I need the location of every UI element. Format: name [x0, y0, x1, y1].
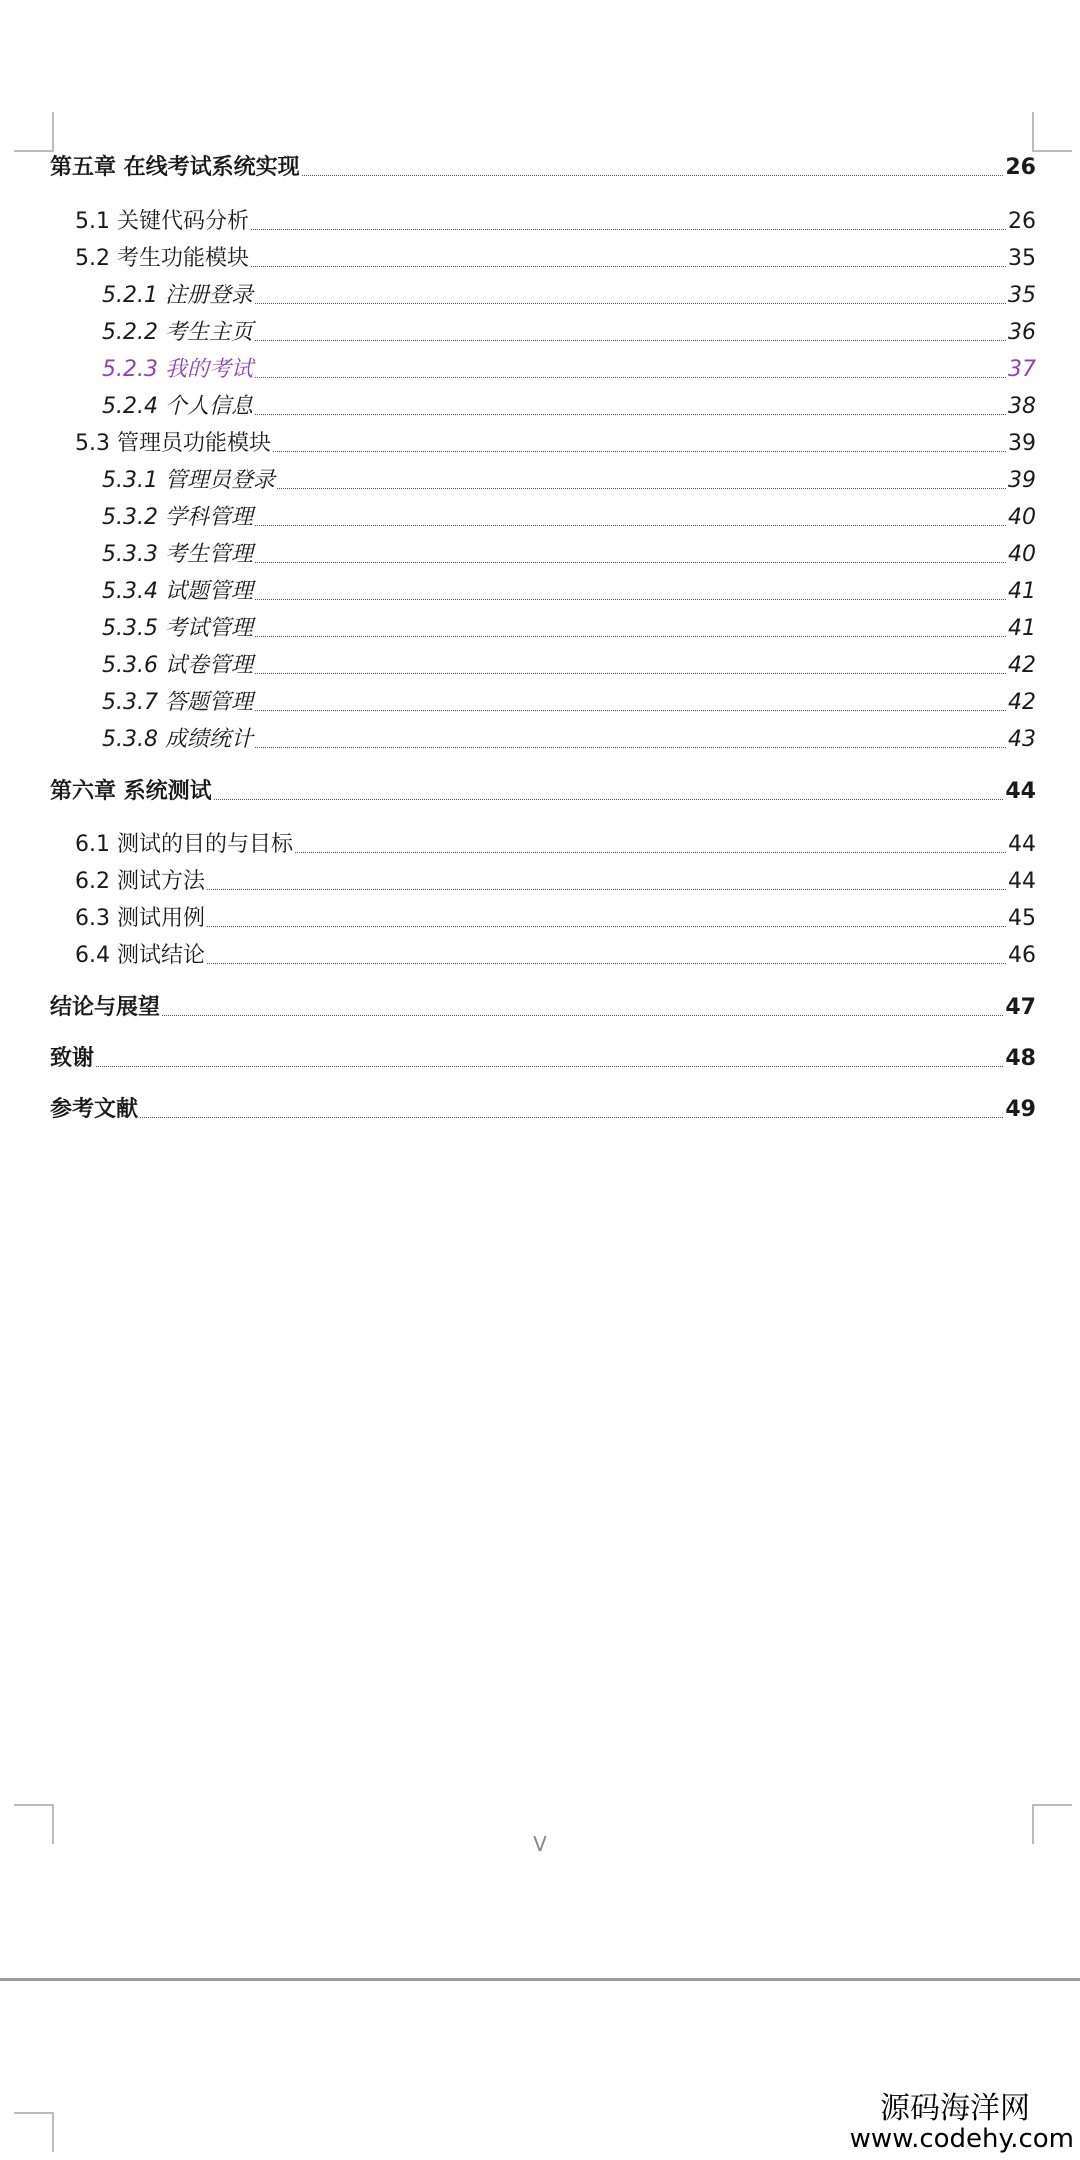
- toc-leader: [255, 672, 1006, 674]
- toc-leader: [255, 413, 1006, 415]
- toc-entry-title: 第五章 在线考试系统实现: [50, 155, 300, 180]
- toc-leader: [255, 302, 1006, 304]
- toc-entry-page: 41: [1008, 579, 1036, 604]
- toc-leader: [255, 635, 1006, 637]
- toc-entry-page: 45: [1008, 906, 1036, 931]
- toc-entry[interactable]: [50, 239, 1036, 273]
- toc-entry[interactable]: [50, 535, 1036, 569]
- toc-entry[interactable]: [50, 609, 1036, 643]
- toc-entry-title: 5.1 关键代码分析: [75, 209, 249, 234]
- toc-entry[interactable]: [50, 683, 1036, 717]
- toc-leader: [96, 1065, 1003, 1067]
- toc-leader: [295, 851, 1006, 853]
- toc-entry-title: 6.1 测试的目的与目标: [75, 832, 293, 857]
- toc-entry-title: 6.3 测试用例: [75, 906, 205, 931]
- toc-leader: [273, 450, 1006, 452]
- toc-entry[interactable]: [50, 720, 1036, 754]
- toc-entry-page: 26: [1005, 155, 1036, 180]
- toc-leader: [255, 746, 1006, 748]
- toc-entry-title: 5.3.1 管理员登录: [102, 468, 275, 493]
- toc-entry[interactable]: [50, 572, 1036, 606]
- toc-entry-title: 5.3.8 成绩统计: [102, 727, 253, 752]
- toc-entry-title: 5.3.3 考生管理: [102, 542, 253, 567]
- crop-mark-top-right: [1032, 112, 1072, 152]
- toc-entry-title: 5.2.4 个人信息: [102, 394, 253, 419]
- toc-entry-page: 49: [1005, 1097, 1036, 1122]
- toc-entry-title: 5.3.6 试卷管理: [102, 653, 253, 678]
- watermark-name: 源码海洋网: [880, 2091, 1030, 2127]
- toc-leader: [255, 524, 1006, 526]
- toc-leader: [214, 798, 1004, 800]
- toc-entry-page: 42: [1008, 690, 1036, 715]
- toc-entry[interactable]: [50, 899, 1036, 933]
- toc-entry-title: 5.2.3 我的考试: [102, 357, 253, 382]
- toc-entry-page: 48: [1005, 1046, 1036, 1071]
- toc-leader: [207, 888, 1006, 890]
- watermark-url: www.codehy.com: [849, 2124, 1074, 2155]
- toc-entry-page: 37: [1008, 357, 1036, 382]
- toc-leader: [277, 487, 1006, 489]
- toc-entry-page: 39: [1008, 431, 1036, 456]
- toc-entry-title: 5.3.2 学科管理: [102, 505, 253, 530]
- toc-leader: [251, 265, 1006, 267]
- crop-mark-top-left: [14, 112, 54, 152]
- toc-leader: [255, 376, 1006, 378]
- toc-leader: [255, 561, 1006, 563]
- toc-entry-title: 5.2.1 注册登录: [102, 283, 253, 308]
- toc-leader: [255, 709, 1006, 711]
- toc-entry[interactable]: [50, 772, 1036, 806]
- toc-entry[interactable]: [50, 313, 1036, 347]
- toc-entry-title: 第六章 系统测试: [50, 779, 212, 804]
- toc-entry-title: 5.2.2 考生主页: [102, 320, 253, 345]
- toc-entry-page: 46: [1008, 943, 1036, 968]
- toc-entry-page: 47: [1005, 995, 1036, 1020]
- toc-leader: [162, 1014, 1003, 1016]
- toc-entry[interactable]: [50, 936, 1036, 970]
- toc-entry-title: 5.3.4 试题管理: [102, 579, 253, 604]
- toc-entry-page: 40: [1008, 542, 1036, 567]
- toc-entry-page: 41: [1008, 616, 1036, 641]
- toc-leader: [207, 925, 1006, 927]
- toc-entry[interactable]: [50, 862, 1036, 896]
- toc-entry[interactable]: [50, 646, 1036, 680]
- toc-entry[interactable]: [50, 276, 1036, 310]
- toc-entry[interactable]: [50, 387, 1036, 421]
- watermark: [850, 2092, 1074, 2154]
- toc-entry[interactable]: [50, 988, 1036, 1022]
- toc-entry[interactable]: [50, 1090, 1036, 1124]
- toc-leader: [302, 174, 1004, 176]
- toc-entry[interactable]: [50, 148, 1036, 182]
- toc-entry-title: 5.3 管理员功能模块: [75, 431, 271, 456]
- toc-entry[interactable]: [50, 424, 1036, 458]
- toc-entry-page: 36: [1008, 320, 1036, 345]
- toc-leader: [251, 228, 1006, 230]
- toc-entry-page: 39: [1008, 468, 1036, 493]
- toc-entry[interactable]: [50, 498, 1036, 532]
- toc-leader: [140, 1116, 1003, 1118]
- toc-entry-title: 参考文献: [50, 1097, 139, 1122]
- toc-entry[interactable]: [50, 202, 1036, 236]
- toc-entry-title: 结论与展望: [50, 995, 161, 1020]
- toc-leader: [255, 339, 1006, 341]
- toc-leader: [207, 962, 1006, 964]
- page-number: V: [533, 1832, 547, 1856]
- toc-entry-page: 40: [1008, 505, 1036, 530]
- toc-entry-page: 38: [1008, 394, 1036, 419]
- toc-entry-page: 35: [1008, 246, 1036, 271]
- toc-entry-title: 6.4 测试结论: [75, 943, 205, 968]
- toc-entry-title: 5.2 考生功能模块: [75, 246, 249, 271]
- toc-entry-page: 43: [1008, 727, 1036, 752]
- toc-entry[interactable]: [50, 461, 1036, 495]
- toc-entry-visited[interactable]: [50, 350, 1036, 384]
- toc-entry-page: 42: [1008, 653, 1036, 678]
- toc-leader: [255, 598, 1006, 600]
- toc-entry-page: 44: [1008, 869, 1036, 894]
- toc-entry-title: 5.3.7 答题管理: [102, 690, 253, 715]
- toc-entry[interactable]: [50, 1039, 1036, 1073]
- toc-entry-page: 44: [1005, 779, 1036, 804]
- toc-entry-page: 44: [1008, 832, 1036, 857]
- toc-entry-page: 26: [1008, 209, 1036, 234]
- toc-entry-page: 35: [1008, 283, 1036, 308]
- toc-entry[interactable]: [50, 825, 1036, 859]
- toc-entry-title: 致谢: [50, 1046, 95, 1071]
- toc-entry-title: 6.2 测试方法: [75, 869, 205, 894]
- page-break-divider: [0, 1978, 1080, 1981]
- crop-mark-next-page: [14, 2112, 54, 2152]
- toc-entry-title: 5.3.5 考试管理: [102, 616, 253, 641]
